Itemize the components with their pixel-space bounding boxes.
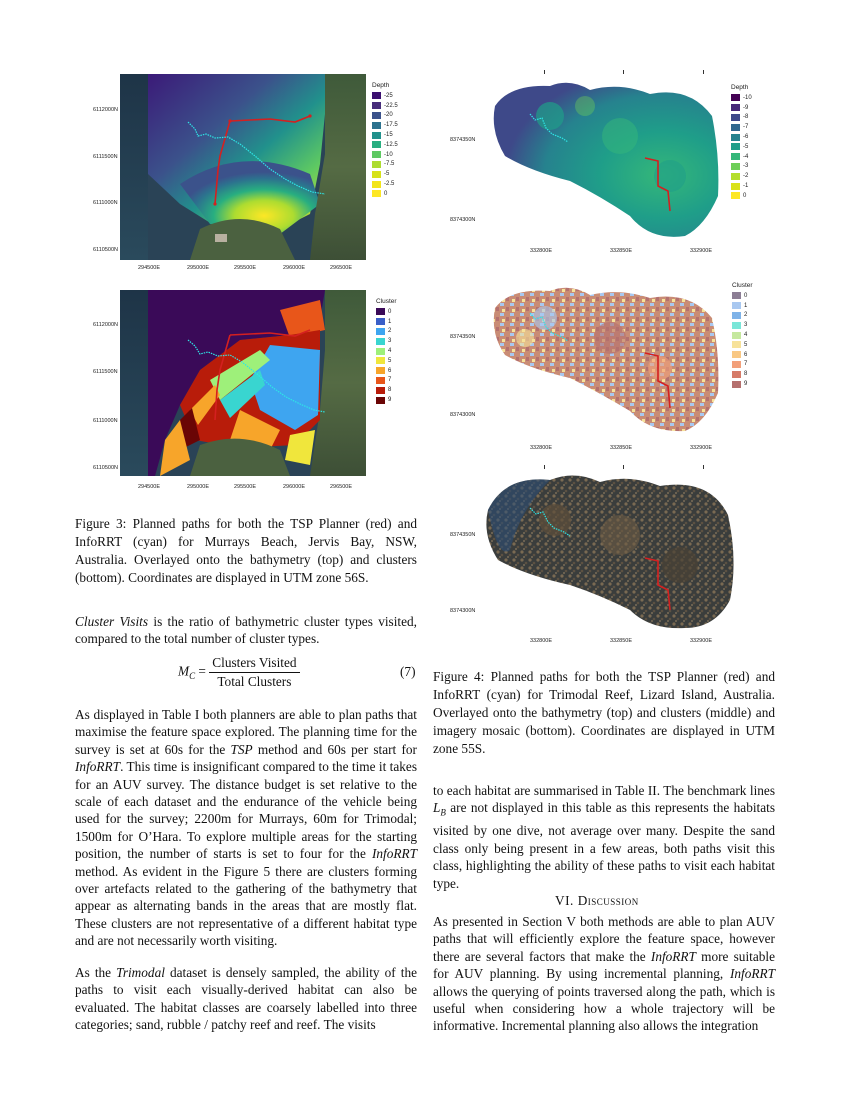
legend-entry xyxy=(732,301,753,311)
legend-swatch xyxy=(731,104,740,111)
legend-swatch xyxy=(732,312,741,319)
legend-swatch xyxy=(731,143,740,150)
legend-entry xyxy=(376,327,397,337)
tick-y: 8374350N xyxy=(450,334,476,340)
legend-entry xyxy=(731,191,752,201)
legend-swatch xyxy=(732,332,741,339)
legend-swatch xyxy=(372,161,381,168)
legend-entry xyxy=(731,181,752,191)
legend-label: -8 xyxy=(743,114,749,121)
legend-label: 7 xyxy=(744,361,748,368)
legend-title: Depth xyxy=(372,82,390,89)
legend-title: Cluster xyxy=(732,282,753,289)
tick-y: 8374350N xyxy=(450,532,476,538)
legend-swatch xyxy=(731,94,740,101)
legend-label: 0 xyxy=(384,190,388,197)
legend-label: 0 xyxy=(744,292,748,299)
legend-title: Cluster xyxy=(376,298,397,305)
tick-y: 6111500N xyxy=(93,369,118,375)
equation-7: $M_C$ = $\frac{\text{Clusters Visited}}{\text{Total Clusters}}$ xyxy=(178,655,300,690)
fig3-depth-legend xyxy=(372,82,398,199)
tick-y: 8374300N xyxy=(450,412,476,418)
legend-entry xyxy=(732,369,753,379)
fig3-cluster-legend xyxy=(376,298,397,405)
legend-swatch xyxy=(376,318,385,325)
legend-swatch xyxy=(372,141,381,148)
cluster-visits-term: Cluster Visits xyxy=(75,614,149,629)
legend-label: -7.5 xyxy=(384,161,395,168)
tick-x: 295000E xyxy=(187,265,210,271)
legend-label: 5 xyxy=(388,357,392,364)
legend-entry xyxy=(731,132,752,142)
legend-swatch xyxy=(372,132,381,139)
legend-swatch xyxy=(732,381,741,388)
fig3-cluster-map xyxy=(120,290,366,476)
legend-swatch xyxy=(731,114,740,121)
legend-label: 4 xyxy=(388,348,392,355)
legend-swatch xyxy=(376,377,385,384)
legend-entry xyxy=(376,385,397,395)
legend-swatch xyxy=(372,171,381,178)
legend-entry xyxy=(376,366,397,376)
legend-entry xyxy=(372,130,398,140)
legend-title: Depth xyxy=(731,84,749,91)
legend-swatch xyxy=(376,328,385,335)
legend-label: -5 xyxy=(384,171,390,178)
tick-x: 295000E xyxy=(187,484,210,490)
legend-entry xyxy=(372,169,398,179)
tick-x: 296000E xyxy=(283,265,306,271)
legend-swatch xyxy=(376,387,385,394)
legend-swatch xyxy=(731,163,740,170)
legend-entry xyxy=(732,330,753,340)
legend-label: -25 xyxy=(384,92,393,99)
tick-x: 332900E xyxy=(690,248,713,254)
legend-label: -6 xyxy=(743,134,749,141)
legend-label: 3 xyxy=(744,322,748,329)
tick-x: 332850E xyxy=(610,638,633,644)
fig4-depth-legend xyxy=(731,84,752,201)
fig4-cluster-map xyxy=(490,283,724,433)
fig4-cluster-legend xyxy=(732,282,753,389)
legend-entry xyxy=(731,142,752,152)
legend-label: 1 xyxy=(744,302,748,309)
legend-entry xyxy=(376,395,397,405)
legend-swatch xyxy=(376,348,385,355)
legend-entry xyxy=(376,346,397,356)
legend-entry xyxy=(372,160,398,170)
legend-label: 0 xyxy=(388,308,392,315)
legend-label: -5 xyxy=(743,143,749,150)
tick-x: 295500E xyxy=(234,265,257,271)
tick-x: 296500E xyxy=(330,265,353,271)
legend-entry xyxy=(731,93,752,103)
legend-swatch xyxy=(732,371,741,378)
tick-x: 332850E xyxy=(610,445,633,451)
tick-y: 6110500N xyxy=(93,465,118,471)
legend-swatch xyxy=(732,322,741,329)
legend-entry xyxy=(372,140,398,150)
legend-swatch xyxy=(376,397,385,404)
figure-3-caption: Figure 3: Planned paths for both the TSP Planner (red) and InfoRRT (cyan) for Murrays Beach, Jervis Bay, NSW, Australia. Overlayed onto the bathymetry (top) and clusters (bottom). Coordinates are displayed in UTM zone 56S. xyxy=(75,516,417,585)
legend-entry xyxy=(732,291,753,301)
legend-label: -9 xyxy=(743,104,749,111)
tick-x: 296500E xyxy=(330,484,353,490)
tick-y: 6112000N xyxy=(93,322,118,328)
legend-swatch xyxy=(376,308,385,315)
legend-label: -22.5 xyxy=(384,102,398,109)
legend-entry xyxy=(372,111,398,121)
tick-y: 6112000N xyxy=(93,107,118,113)
legend-label: 3 xyxy=(388,338,392,345)
legend-swatch xyxy=(732,302,741,309)
legend-entry xyxy=(731,171,752,181)
legend-swatch xyxy=(376,367,385,374)
tick-x: 332800E xyxy=(530,638,553,644)
legend-entry xyxy=(376,356,397,366)
tick-y: 6111500N xyxy=(93,154,118,160)
tick-y: 8374300N xyxy=(450,608,476,614)
section-heading-discussion: VI. Discussion xyxy=(555,893,639,908)
legend-entry xyxy=(732,350,753,360)
legend-label: -2.5 xyxy=(384,181,395,188)
fig4-bathymetry-map xyxy=(490,76,724,242)
legend-entry xyxy=(731,103,752,113)
legend-entry xyxy=(376,336,397,346)
legend-label: 4 xyxy=(744,332,748,339)
legend-label: 9 xyxy=(388,397,392,404)
tick-x: 295500E xyxy=(234,484,257,490)
tick-y: 8374350N xyxy=(450,137,476,143)
left-column-paragraph-2: As displayed in Table I both planners are able to plan paths that maximise the feature space explored. The planning time for the survey is set at 60s for the TSP method and 60s per start for InfoRRT. This time is insignificant compared to the time it takes for an AUV survey. The distance budget is set relative to the scale of each dataset and the endurance of the vehicle being used for the survey; 2200m for Murrays, 60m for Trimodal; 1500m for O’Hara. To explore multiple areas for the starting position, the number of starts is set to four for the InfoRRT method. As evident in the Figure 5 there are clusters forming over artefacts related to the gathering of the bathymetry that appear as alternating bands in the areas that are mostly flat. These clusters are not representative of a different habitat type and are not necessarily worth visiting. xyxy=(75,707,417,949)
legend-entry xyxy=(372,120,398,130)
legend-entry xyxy=(731,162,752,172)
legend-label: 8 xyxy=(388,387,392,394)
eq-numerator: Clusters Visited xyxy=(209,655,299,673)
tick-y: 6111000N xyxy=(93,418,118,424)
right-column-paragraph-1: to each habitat are summarised in Table II. The benchmark lines $L_B$ are not displayed in this table as this represents the habitats visited by one dive, not average over many. Despite the sand class only being present in a few areas, both paths visit this class, highlighting the ability of these paths to visit each habitat type. xyxy=(433,783,775,891)
legend-label: 5 xyxy=(744,341,748,348)
legend-swatch xyxy=(372,151,381,158)
legend-label: -20 xyxy=(384,112,393,119)
legend-entry xyxy=(731,113,752,123)
legend-label: -15 xyxy=(384,132,393,139)
tick-x: 294500E xyxy=(138,484,161,490)
legend-entry xyxy=(376,317,397,327)
legend-swatch xyxy=(731,173,740,180)
right-column-paragraph-2: As presented in Section V both methods are able to plan AUV paths that will efficiently explore the feature space, however there are several factors that make the InfoRRT more suitable for AUV planning. By using incremental planning, InfoRRT allows the querying of points traversed along the path, which is useful when considering how a whole trajectory will be informative. Incremental planning also allows the integration xyxy=(433,914,775,1034)
tick-y: 6111000N xyxy=(93,200,118,206)
legend-label: 8 xyxy=(744,371,748,378)
legend-entry xyxy=(372,91,398,101)
legend-swatch xyxy=(372,190,381,197)
left-column-paragraph-1: Cluster Visits is the ratio of bathymetric cluster types visited, compared to the total number of cluster types. xyxy=(75,614,417,647)
legend-swatch xyxy=(372,181,381,188)
eq-symbol: M xyxy=(178,663,190,679)
legend-label: 1 xyxy=(388,318,392,325)
legend-swatch xyxy=(372,112,381,119)
left-column-paragraph-3: As the Trimodal dataset is densely sampled, the ability of the paths to visit each visually-derived habitat can also be evaluated. The habitat classes are coarsely labelled into three categories; sand, rubble / patchy reef and reef. The visits xyxy=(75,965,418,1033)
legend-label: -3 xyxy=(743,163,749,170)
legend-entry xyxy=(731,122,752,132)
legend-entry xyxy=(372,101,398,111)
tick-x: 332800E xyxy=(530,248,553,254)
legend-entry xyxy=(732,360,753,370)
legend-swatch xyxy=(732,292,741,299)
legend-swatch xyxy=(372,122,381,129)
legend-swatch xyxy=(372,102,381,109)
tick-x: 332900E xyxy=(690,445,713,451)
legend-label: -7 xyxy=(743,124,749,131)
tick-x: 332800E xyxy=(530,445,553,451)
legend-label: 6 xyxy=(388,367,392,374)
legend-label: -10 xyxy=(743,94,752,101)
tick-y: 8374300N xyxy=(450,217,476,223)
tick-x: 332900E xyxy=(690,638,713,644)
legend-label: -4 xyxy=(743,153,749,160)
legend-swatch xyxy=(731,192,740,199)
legend-label: -10 xyxy=(384,151,393,158)
tick-x: 296000E xyxy=(283,484,306,490)
eq-denominator: Total Clusters xyxy=(217,674,292,689)
legend-label: -12.5 xyxy=(384,141,398,148)
tick-x: 332850E xyxy=(610,248,633,254)
legend-swatch xyxy=(376,357,385,364)
legend-label: -17.5 xyxy=(384,122,398,129)
legend-label: -2 xyxy=(743,173,749,180)
legend-entry xyxy=(731,152,752,162)
legend-entry xyxy=(732,340,753,350)
equation-number: (7) xyxy=(400,664,416,679)
legend-swatch xyxy=(731,124,740,131)
legend-swatch xyxy=(731,153,740,160)
tick-x: 294500E xyxy=(138,265,161,271)
legend-swatch xyxy=(376,338,385,345)
legend-entry xyxy=(732,320,753,330)
fig3-bathymetry-map xyxy=(120,74,366,260)
legend-label: -1 xyxy=(743,183,749,190)
legend-label: 7 xyxy=(388,377,392,384)
tick-y: 6110500N xyxy=(93,247,118,253)
legend-label: 0 xyxy=(743,192,747,199)
legend-entry xyxy=(732,379,753,389)
legend-label: 2 xyxy=(388,328,392,335)
legend-entry xyxy=(732,311,753,321)
fig4-mosaic-map xyxy=(480,470,740,630)
legend-swatch xyxy=(732,351,741,358)
legend-swatch xyxy=(731,134,740,141)
legend-entry xyxy=(376,376,397,386)
legend-swatch xyxy=(732,341,741,348)
legend-swatch xyxy=(731,183,740,190)
legend-label: 2 xyxy=(744,312,748,319)
legend-entry xyxy=(372,150,398,160)
legend-entry xyxy=(376,307,397,317)
figure-4-caption: Figure 4: Planned paths for both the TSP Planner (red) and InfoRRT (cyan) for Trimodal Reef, Lizard Island, Australia. Overlayed onto the bathymetry (top) and clusters (middle) and imagery mosaic (bottom). Coordinates are displayed in UTM zone 55S. xyxy=(433,669,775,756)
eq-subscript: C xyxy=(189,671,196,682)
legend-entry xyxy=(372,189,398,199)
legend-entry xyxy=(372,179,398,189)
legend-swatch xyxy=(732,361,741,368)
legend-label: 9 xyxy=(744,381,748,388)
legend-label: 6 xyxy=(744,351,748,358)
legend-swatch xyxy=(372,92,381,99)
